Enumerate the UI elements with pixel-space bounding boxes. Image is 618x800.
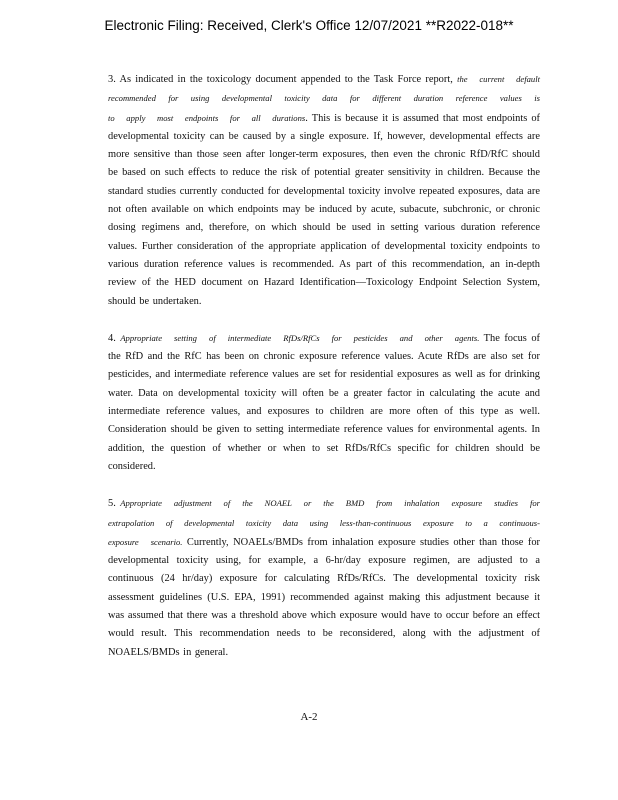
paragraph-body: . This is because it is assumed that most endpoints of developmental toxicity can be caused by a single exposure. If, however, developmental effects are more sensitive than those seen after longer-term exposures, then even the chronic RfD/RfC should be based on such effects to reduce the risk of potential greater sensitivity in children. Because the standard studies currently conducted for developmental toxicity involve repeated exposures, data are not often available on which endpoints may be induced by acute, subacute, subchronic, or chronic dosing regimens and, therefore, on which should be used in setting various duration reference values. Further consideration of the appropriate application of developmental toxicity endpoints to various duration reference values is recommended. As part of this recommendation, an in-depth review of the HED document on Hazard Identification—Toxicology Endpoint Selection System, should be undertaken. [108,112,540,307]
electronic-filing-header: Electronic Filing: Received, Clerk's Office 12/07/2021 **R2022-018** [104,18,514,33]
document-body [108,70,540,662]
paragraph-lead: 5. [108,498,116,510]
page-number: A-2 [300,711,318,723]
paragraph-item-5 [108,494,540,662]
paragraph-body: Currently, NOAELs/BMDs from inhalation exposure studies other than those for developmental toxicity using, for example, a 6-hr/day exposure regimen, are adjusted to a continuous (24 hr/day) exposure for calculating RfDs/RfCs. The developmental toxicity risk assessment guidelines (U.S. EPA, 1991) recommended against making this adjustment because it was assumed that there was a threshold above which exposure would have to occur before an effect would result. This recommendation needs to be reconsidered, along with the adjustment of NOAELS/BMDs in general. [108,536,540,658]
paragraph-title: the current default recommended for using developmental toxicity data for different duration reference values is to apply most endpoints for all durations [108,74,540,123]
paragraph-title: Appropriate adjustment of the NOAEL or the BMD from inhalation exposure studies for extrapolation of developmental toxicity data using less-than-continuous exposure to a continuous-exposure scenario. [108,498,540,547]
paragraph-item-4 [108,329,540,476]
paragraph-title: Appropriate setting of intermediate RfDs/RfCs for pesticides and other agents. [120,332,480,343]
paragraph-body: The focus of the RfD and the RfC has been on chronic exposure reference values. Acute RfDs are also set for pesticides, and intermediate reference values are set for residential exposures as well as for drinking water. Data on developmental toxicity will often be a greater factor in calculating the acute and intermediate reference values, and exposures to children are more often of this type as well. Consideration should be given to setting intermediate reference values for environmental agents. In addition, the question of whether or when to set RfDs/RfCs specific for children should be considered. [108,332,540,472]
paragraph-item-3 [108,70,540,311]
paragraph-lead: 4. [108,332,116,344]
paragraph-lead: 3. As indicated in the toxicology document appended to the Task Force report, [108,74,453,85]
